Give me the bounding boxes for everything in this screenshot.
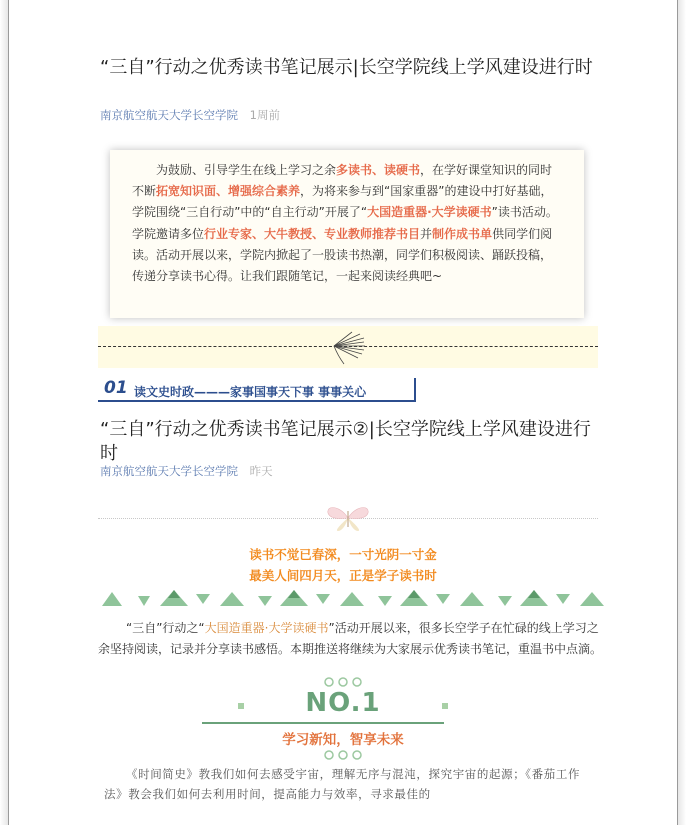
article2-intro-text: “三自”行动之“大国造重器·大学读硬书”活动开展以来，很多长空学子在忙碌的线上学习之余坚持阅读，记录并分享读书感悟。本期推送将继续为大家展示优秀读书笔记，重温书中点滴。 (98, 621, 603, 656)
triangle-banner (98, 588, 604, 610)
slogan-line-2: 最美人间四月天，正是学子读书时 (249, 568, 437, 583)
section-number: 01 (104, 378, 128, 398)
article2-meta (100, 463, 273, 479)
article1-source[interactable]: 南京航空航天大学长空学院 (100, 108, 238, 122)
article2-title[interactable]: “三自”行动之优秀读书笔记展示②|长空学院线上学风建设进行时 (100, 419, 591, 464)
no1-subtitle: 学习新知，智享未来 (282, 732, 404, 748)
article1-intro-card (110, 150, 584, 318)
ornament-dots-top (321, 676, 365, 688)
article2-time: 昨天 (249, 464, 273, 478)
article1-time: 1周前 (249, 108, 280, 122)
section-title: 读文史时政———家事国事天下事 事事关心 (134, 385, 367, 399)
article2-source[interactable]: 南京航空航天大学长空学院 (100, 464, 238, 478)
decor-square-left (238, 703, 244, 709)
slogan-line-1: 读书不觉已春深，一寸光阴一寸金 (249, 547, 437, 562)
no1-underline (202, 722, 444, 724)
decor-square-right (442, 703, 448, 709)
butterfly-icon (322, 503, 374, 533)
dandelion-icon (324, 328, 372, 368)
article2-body-text: 《时间简史》教我们如何去感受宇宙，理解无序与混沌，探究宇宙的起源；《番茄工作法》教会我们如何去利用时间，提高能力与效率，寻求最佳的 (104, 767, 581, 801)
article1-meta (100, 107, 280, 123)
ornament-dots-bottom (321, 749, 365, 761)
article1-title[interactable]: “三自”行动之优秀读书笔记展示|长空学院线上学风建设进行时 (100, 57, 593, 78)
no1-heading: NO.1 (305, 688, 381, 718)
article1-intro-text: 为鼓励、引导学生在线上学习之余多读书、读硬书，在学好课堂知识的同时不断拓宽知识面、增强综合素养，为将来参与到“国家重器”的建设中打好基础，学院围绕“三自行动”中的“自主行动”开展了“大国造重器·大学读硬书”读书活动。学院邀请多位行业专家、大牛教授、专业教师推荐书目并制作成书单供同学们阅读。活动开展以来，学院内掀起了一股读书热潮，同学们积极阅读、踊跃投稿，传递分享读书心得。让我们跟随笔记，一起来阅读经典吧~ (132, 163, 558, 284)
